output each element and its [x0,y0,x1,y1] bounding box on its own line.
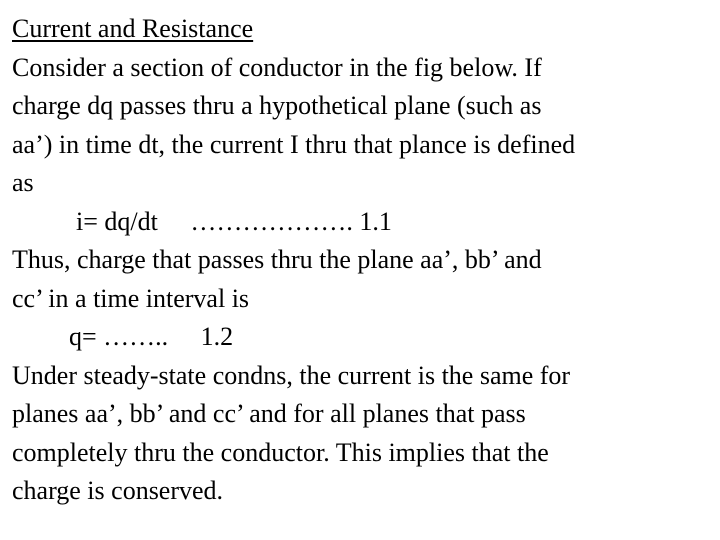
equation-1-1: i= dq/dt ………………. 1.1 [76,206,392,236]
body-line-6: Thus, charge that passes thru the plane aa’, bb’ and [12,245,542,274]
body-line-7: cc’ in a time interval is [12,283,250,313]
body-line-3: aa’) in time dt, the current I thru that plance is defined [12,129,576,159]
body-line-10: planes aa’, bb’ and cc’ and for all planes that pass [12,399,526,428]
body-line-12: charge is conserved. [12,476,224,505]
body-line-4: as [12,168,34,197]
body-line-1: Consider a section of conductor in the fig below. If [12,52,542,82]
slide-title: Current and Resistance [12,14,254,43]
equation-1-2: q= …….. 1.2 [69,322,234,351]
slide-content [12,10,712,511]
body-line-11: completely thru the conductor. This implies that the [12,437,549,467]
body-line-9: Under steady-state condns, the current is the same for [12,360,571,390]
body-line-2: charge dq passes thru a hypothetical plane (such as [12,91,542,120]
